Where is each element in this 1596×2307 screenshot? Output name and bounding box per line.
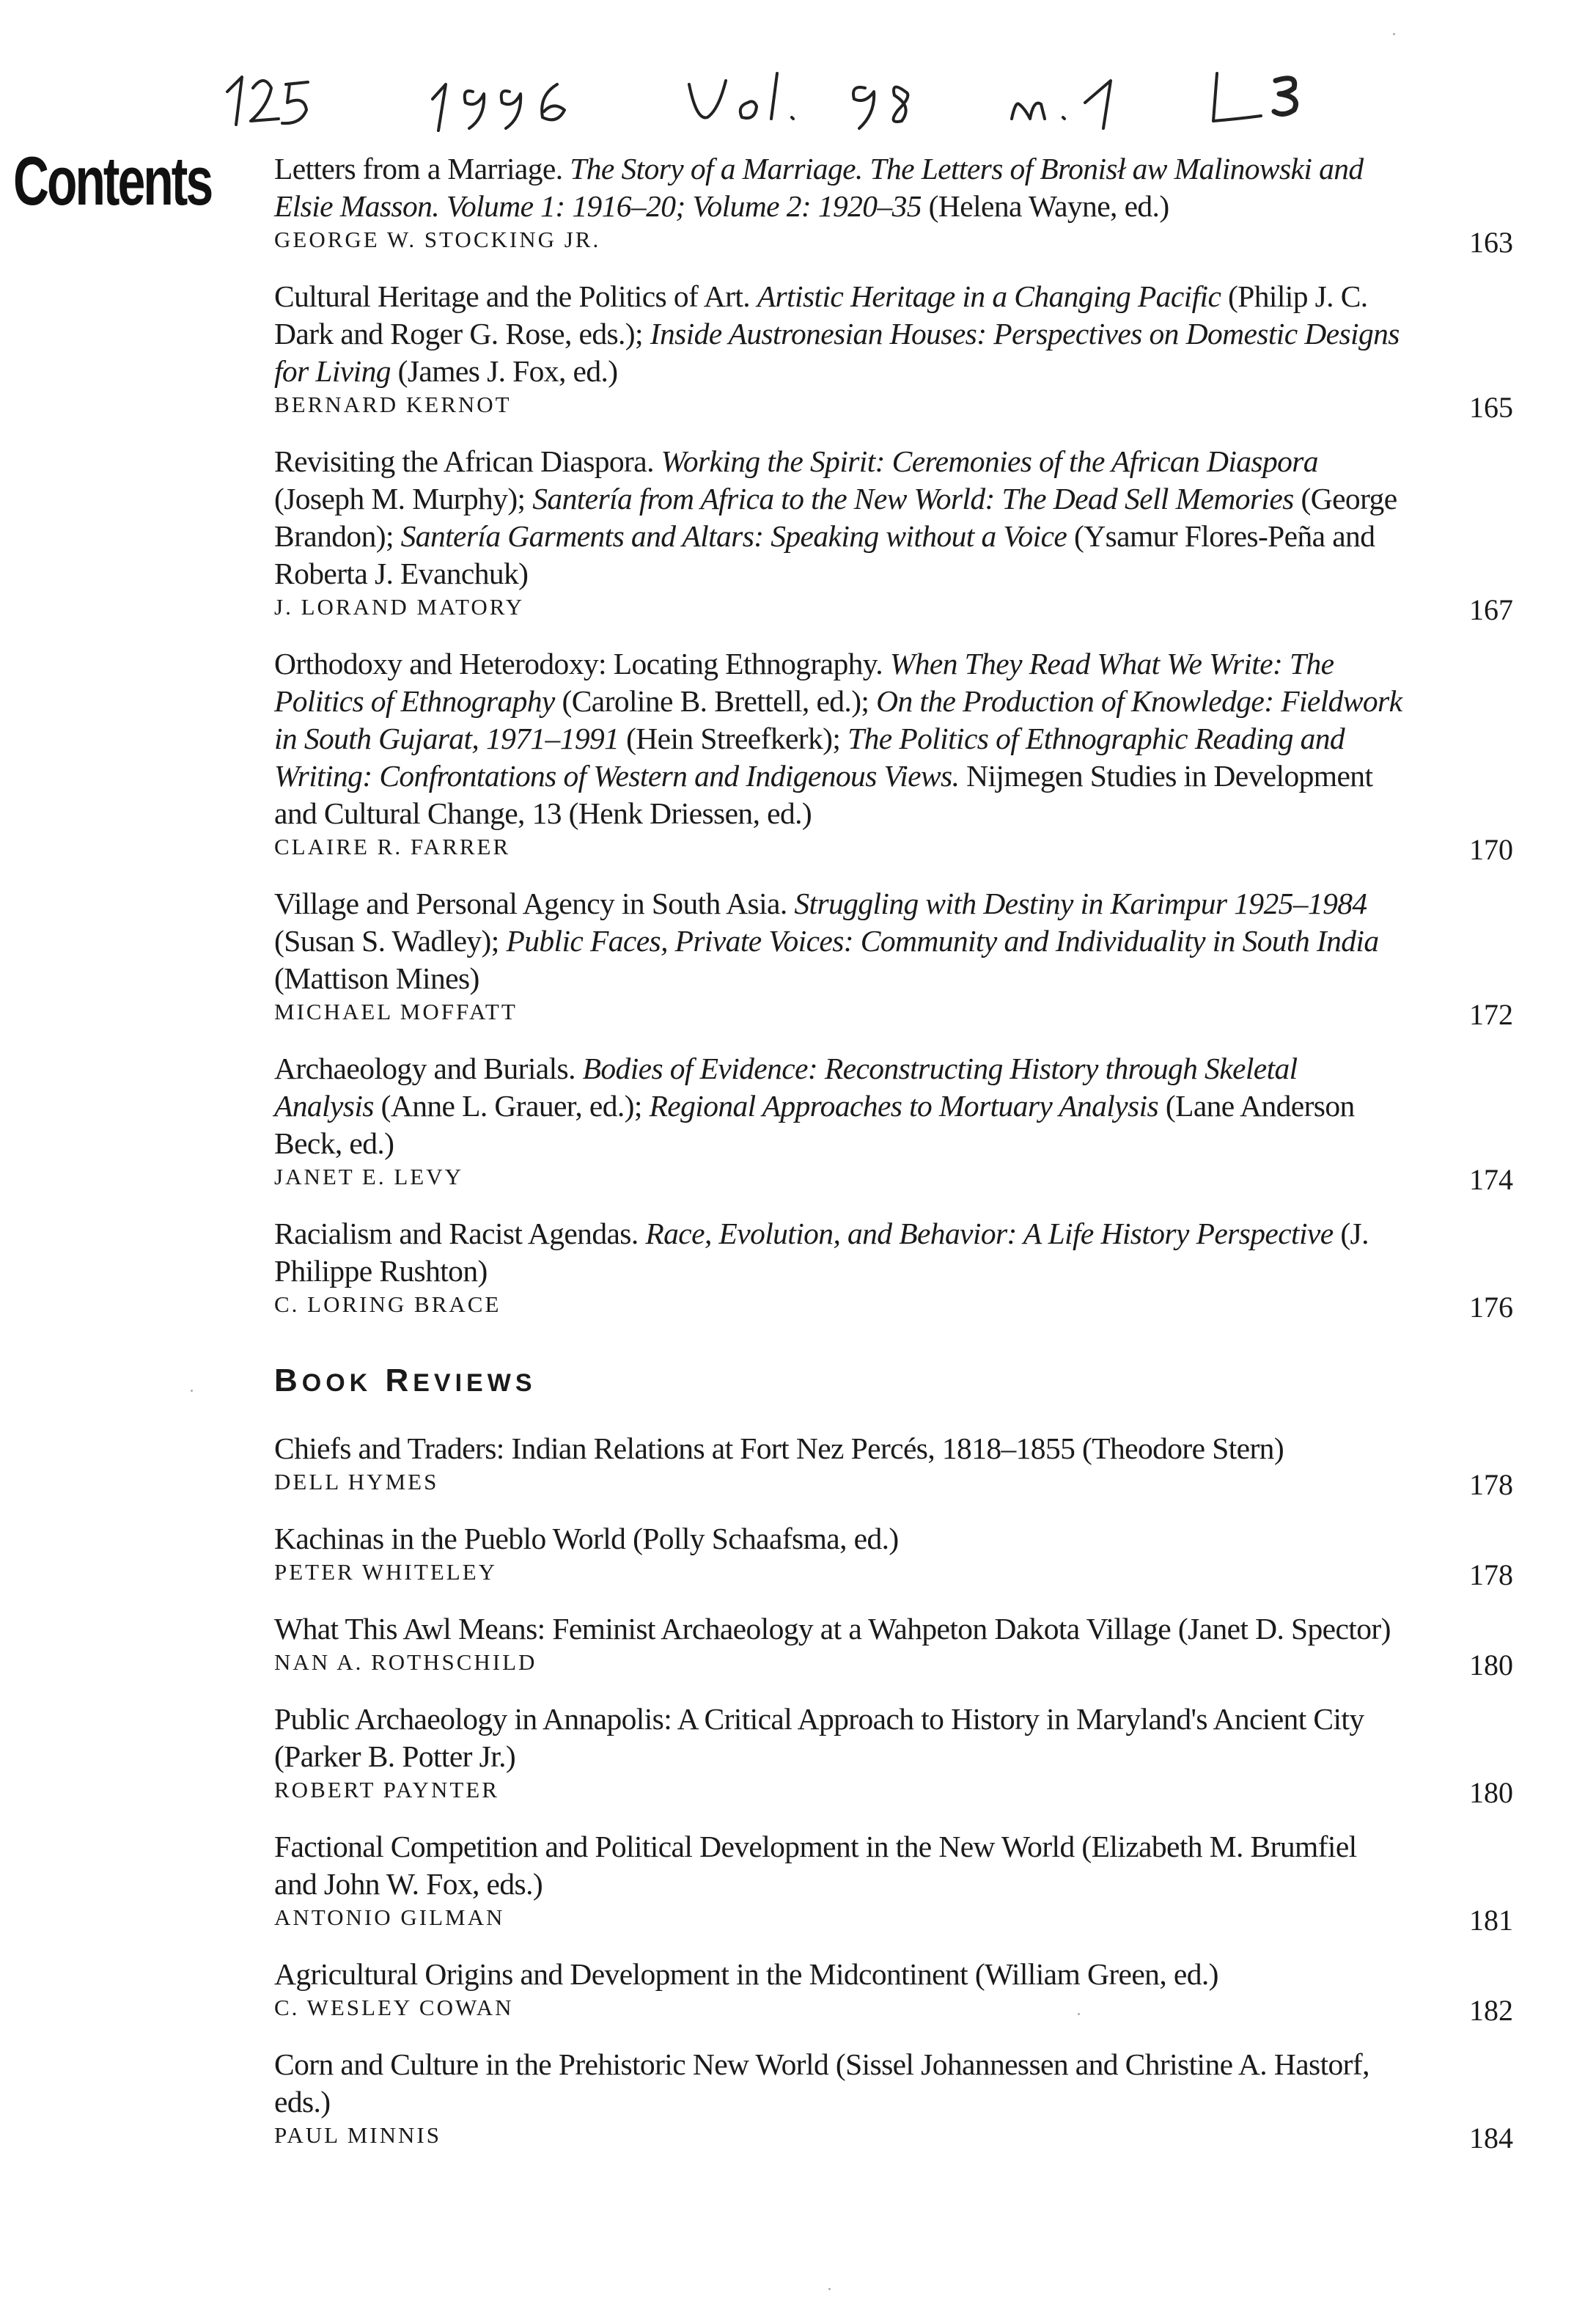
entry-author: C. WESLEY COWAN: [274, 1995, 514, 2020]
page-number: 170: [1469, 833, 1513, 866]
entry-title: Letters from a Marriage. The Story of a Marriage. The Letters of Bronisł aw Malinowski and Elsie Masson. Volume 1: 1916–20; Volume 2: 1920–35 (Helena Wayne, ed.): [274, 152, 1364, 223]
table-of-contents: [274, 150, 1513, 2174]
entry-title: Revisiting the African Diaspora. Working the Spirit: Ceremonies of the African Diaspora (Joseph M. Murphy); Santería from Africa to the New World: The Dead Sell Memories (George Brandon); Santería Garments and Altars: Speaking without a Voice (Ysamur Flores-Peña and Roberta J. Evanchuk): [274, 444, 1397, 590]
list-item: [274, 645, 1513, 866]
page-number: 165: [1469, 391, 1513, 424]
page-number: 176: [1469, 1291, 1513, 1324]
page-number: 180: [1469, 1776, 1513, 1809]
list-item: [274, 2046, 1513, 2154]
page-number: 172: [1469, 998, 1513, 1031]
entry-title: Public Archaeology in Annapolis: A Critical Approach to History in Maryland's Ancient City (Parker B. Potter Jr.): [274, 1702, 1364, 1773]
list-item: [274, 150, 1513, 259]
list-item: [274, 1215, 1513, 1324]
articles-list: [274, 150, 1513, 1324]
list-item: [274, 1050, 1513, 1196]
entry-author: GEORGE W. STOCKING JR.: [274, 227, 601, 252]
list-item: [274, 1520, 1513, 1591]
entry-author: CLAIRE R. FARRER: [274, 834, 511, 859]
entry-title: Agricultural Origins and Development in the Midcontinent (William Green, ed.): [274, 1957, 1218, 1991]
page-number: 181: [1469, 1904, 1513, 1937]
entry-title: Corn and Culture in the Prehistoric New World (Sissel Johannessen and Christine A. Hastorf, eds.): [274, 2047, 1369, 2119]
entry-title: Factional Competition and Political Development in the New World (Elizabeth M. Brumfiel and John W. Fox, eds.): [274, 1830, 1357, 1901]
handwritten-note: [220, 51, 1393, 132]
entry-author: C. LORING BRACE: [274, 1291, 501, 1317]
entry-author: MICHAEL MOFFATT: [274, 999, 518, 1024]
list-item: [274, 1430, 1513, 1501]
list-item: [274, 1701, 1513, 1809]
list-item: [274, 443, 1513, 626]
entry-author: JANET E. LEVY: [274, 1164, 463, 1189]
book-reviews-list: [274, 1430, 1513, 2154]
page-number: 180: [1469, 1648, 1513, 1681]
page-title: Contents: [13, 142, 212, 219]
entry-title: Village and Personal Agency in South Asia. Struggling with Destiny in Karimpur 1925–1984 (Susan S. Wadley); Public Faces, Private Voices: Community and Individuality in South India (Mattison Mines): [274, 887, 1379, 995]
entry-title: Chiefs and Traders: Indian Relations at Fort Nez Percés, 1818–1855 (Theodore Stern): [274, 1431, 1284, 1465]
entry-title: What This Awl Means: Feminist Archaeology at a Wahpeton Dakota Village (Janet D. Spector): [274, 1612, 1391, 1646]
entry-title: Kachinas in the Pueblo World (Polly Schaafsma, ed.): [274, 1522, 899, 1555]
page-number: 178: [1469, 1558, 1513, 1591]
page-number: 182: [1469, 1994, 1513, 2027]
list-item: [274, 278, 1513, 424]
page-number: 163: [1469, 226, 1513, 259]
entry-title: Racialism and Racist Agendas. Race, Evolution, and Behavior: A Life History Perspective (J. Philippe Rushton): [274, 1217, 1369, 1288]
entry-author: PAUL MINNIS: [274, 2122, 441, 2148]
page-number: 174: [1469, 1163, 1513, 1196]
entry-title: Cultural Heritage and the Politics of Art. Artistic Heritage in a Changing Pacific (Philip J. C. Dark and Roger G. Rose, eds.); Inside Austronesian Houses: Perspectives on Domestic Designs for Living (James J. Fox, ed.): [274, 279, 1400, 388]
entry-author: NAN A. ROTHSCHILD: [274, 1649, 537, 1675]
entry-title: Orthodoxy and Heterodoxy: Locating Ethnography. When They Read What We Write: The Politics of Ethnography (Caroline B. Brettell, ed.); On the Production of Knowledge: Fieldwork in South Gujarat, 1971–1991 (Hein Streefkerk); The Politics of Ethnographic Reading and Writing: Confrontations of Western and Indigenous Views. Nijmegen Studies in Development and Cultural Change, 13 (Henk Driessen, ed.): [274, 647, 1402, 830]
entry-author: PETER WHITELEY: [274, 1559, 498, 1585]
entry-author: ANTONIO GILMAN: [274, 1904, 505, 1930]
page-number: 184: [1469, 2121, 1513, 2154]
entry-author: J. LORAND MATORY: [274, 594, 525, 620]
entry-author: BERNARD KERNOT: [274, 392, 512, 417]
book-reviews-heading: BOOK REVIEWS: [274, 1362, 537, 1398]
entry-author: DELL HYMES: [274, 1469, 439, 1494]
page-number: 178: [1469, 1468, 1513, 1501]
list-item: [274, 885, 1513, 1031]
list-item: [274, 1610, 1513, 1681]
entry-author: ROBERT PAYNTER: [274, 1777, 499, 1802]
entry-title: Archaeology and Burials. Bodies of Evidence: Reconstructing History through Skeletal Analysis (Anne L. Grauer, ed.); Regional Approaches to Mortuary Analysis (Lane Anderson Beck, ed.): [274, 1052, 1355, 1160]
list-item: [274, 1828, 1513, 1937]
list-item: [274, 1956, 1513, 2027]
page-number: 167: [1469, 593, 1513, 626]
